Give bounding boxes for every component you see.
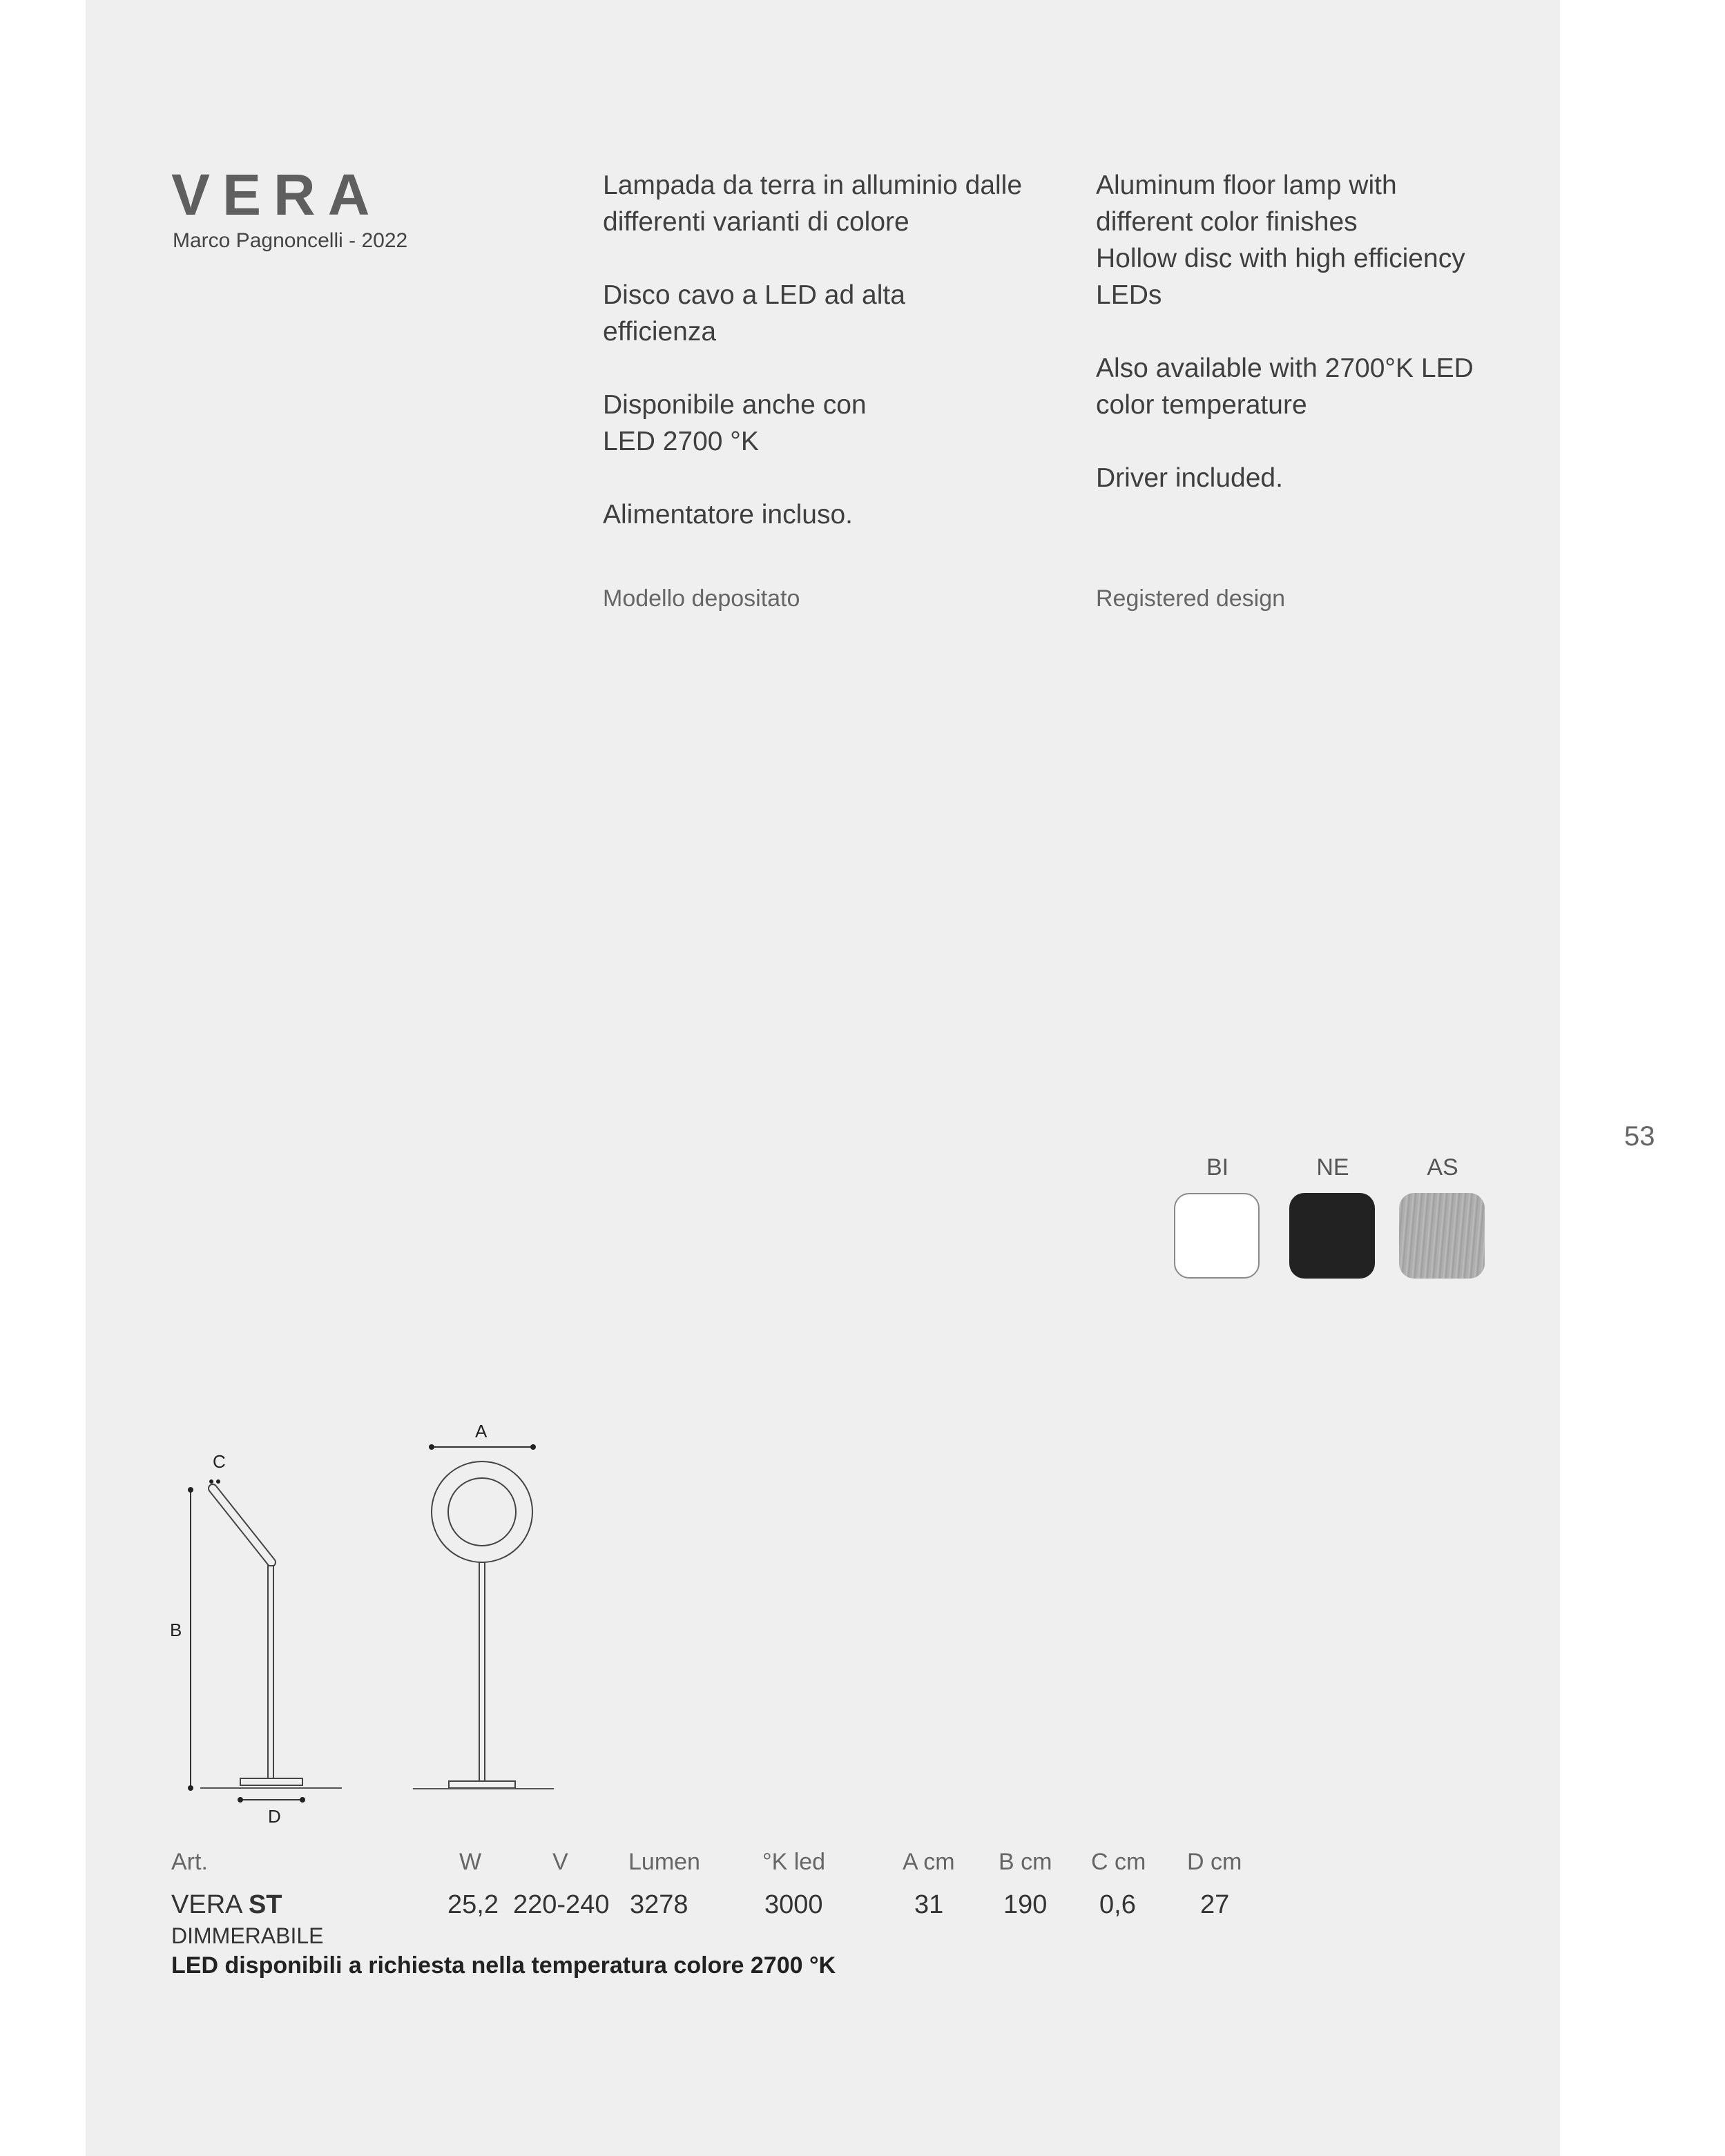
table-cell-lumen: 3278 [630,1890,688,1919]
table-header-art: Art. [171,1849,208,1875]
table-cell-w: 25,2 [447,1890,499,1919]
dimension-label-c: C [213,1451,226,1472]
table-header-b: B cm [999,1849,1052,1875]
description-italian [603,167,1045,570]
front-view-drawing [407,1415,566,1802]
description-it-line: Lampada da terra in alluminio dalle differenti varianti di colore [603,171,1023,237]
finish-swatch-white [1174,1193,1260,1279]
description-en-line: Also available with 2700°K LED color temperature [1096,353,1474,420]
table-header-w: W [459,1849,482,1875]
finish-label-as: AS [1427,1154,1458,1181]
finish-label-bi: BI [1206,1154,1229,1181]
table-header-a: A cm [903,1849,955,1875]
table-header-kelvin: °K led [762,1849,826,1875]
table-cell-kelvin: 3000 [764,1890,823,1919]
table-cell-a: 31 [914,1890,944,1919]
dimension-label-b: B [170,1620,182,1640]
table-header-lumen: Lumen [628,1849,700,1875]
finish-swatch-black [1289,1193,1375,1279]
description-it-line: Alimentatore incluso. [603,500,854,530]
led-availability-note: LED disponibili a richiesta nella temperatura colore 2700 °K [171,1952,836,1979]
designer-credit: Marco Pagnoncelli - 2022 [173,229,408,252]
registered-it: Modello depositato [603,585,800,612]
description-en-line: Aluminum floor lamp with different color finishes [1096,171,1397,237]
description-it-line: Disco cavo a LED ad alta efficienza [603,280,905,347]
article-name: VERA [171,1890,242,1919]
dimension-label-a: A [475,1421,488,1441]
dimmable-label: DIMMERABILE [171,1923,324,1948]
table-cell-art [171,1890,282,1920]
page-number: 53 [1624,1121,1655,1152]
description-english [1096,167,1496,533]
table-cell-d: 27 [1200,1890,1230,1919]
product-title: VERA [171,162,383,227]
table-header-c: C cm [1091,1849,1146,1875]
table-cell-c: 0,6 [1099,1890,1136,1919]
table-header-v: V [552,1849,568,1875]
table-cell-v: 220-240 [513,1890,610,1919]
finish-swatch-aluminum [1399,1193,1485,1279]
dimension-label-d: D [268,1806,281,1827]
registered-en: Registered design [1096,585,1286,612]
table-header-d: D cm [1187,1849,1242,1875]
description-it-line: Disponibile anche con LED 2700 °K [603,390,867,456]
article-code: ST [248,1890,282,1919]
side-view-drawing [159,1450,359,1836]
description-en-line: Driver included. [1096,463,1283,493]
description-en-line: Hollow disc with high efficiency LEDs [1096,244,1465,310]
table-cell-b: 190 [1003,1890,1048,1919]
finish-label-ne: NE [1316,1154,1349,1181]
